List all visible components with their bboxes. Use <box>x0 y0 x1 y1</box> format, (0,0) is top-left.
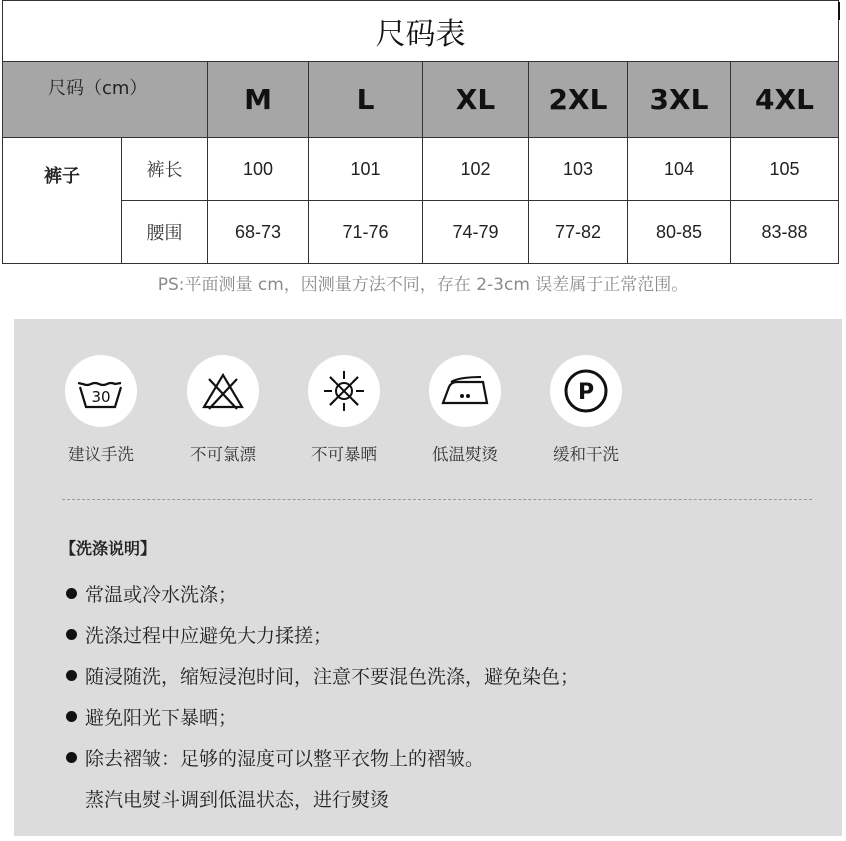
table-cell: 80-85 <box>628 201 731 264</box>
care-item-hand-wash <box>56 355 146 465</box>
care-item-no-sun <box>299 355 389 465</box>
care-item-no-bleach <box>178 355 268 465</box>
chart-title: 尺码表 <box>3 1 839 62</box>
measurement-note: PS:平面测量 cm，因测量方法不同，存在 2-3cm 误差属于正常范围。 <box>157 275 689 295</box>
size-header-row <box>3 62 839 138</box>
care-label: 低温熨烫 <box>432 445 498 464</box>
wash-instructions-title: 【洗涤说明】 <box>60 539 157 558</box>
care-label: 不可暴晒 <box>311 445 377 464</box>
size-chart-table <box>2 0 839 264</box>
corner-mark <box>838 2 840 20</box>
list-item: 常温或冷水洗涤； <box>66 580 237 607</box>
table-cell: 83-88 <box>731 201 839 264</box>
size-4xl: 4XL <box>731 62 839 138</box>
size-3xl: 3XL <box>628 62 731 138</box>
bullet-icon <box>66 670 77 681</box>
size-m: M <box>208 62 309 138</box>
size-2xl: 2XL <box>529 62 628 138</box>
list-item: 随浸随洗，缩短浸泡时间，注意不要混色洗涤，避免染色； <box>66 662 579 689</box>
table-cell: 71-76 <box>309 201 423 264</box>
list-item: 除去褶皱：足够的湿度可以整平衣物上的褶皱。 <box>66 744 484 771</box>
care-label: 不可氯漂 <box>190 445 256 464</box>
care-label: 建议手洗 <box>68 445 134 464</box>
care-item-low-iron <box>420 355 510 465</box>
bullet-icon <box>66 711 77 722</box>
hand-wash-30-icon <box>65 355 137 427</box>
table-cell: 68-73 <box>208 201 309 264</box>
list-item: 洗涤过程中应避免大力揉搓； <box>66 621 332 648</box>
product-name: 裤子 <box>3 138 122 264</box>
row-label-waist: 腰围 <box>122 201 208 264</box>
table-cell: 101 <box>309 138 423 201</box>
low-iron-icon <box>429 355 501 427</box>
table-cell: 102 <box>423 138 529 201</box>
table-cell: 103 <box>529 138 628 201</box>
table-cell: 104 <box>628 138 731 201</box>
section-divider <box>62 499 812 500</box>
bullet-icon <box>66 588 77 599</box>
svg-text:30: 30 <box>91 388 111 406</box>
svg-text:P: P <box>577 380 595 405</box>
table-row <box>3 201 839 264</box>
table-cell: 77-82 <box>529 201 628 264</box>
list-item-continuation: 蒸汽电熨斗调到低温状态，进行熨烫 <box>85 789 390 811</box>
no-bleach-icon <box>187 355 259 427</box>
row-label-length: 裤长 <box>122 138 208 201</box>
table-cell: 74-79 <box>423 201 529 264</box>
no-sun-icon <box>308 355 380 427</box>
table-cell: 100 <box>208 138 309 201</box>
bullet-icon <box>66 752 77 763</box>
size-header-label: 尺码（cm） <box>3 62 208 138</box>
size-xl: XL <box>423 62 529 138</box>
list-item: 避免阳光下暴晒； <box>66 703 237 730</box>
care-item-dry-clean <box>541 355 631 465</box>
gentle-dry-clean-icon <box>550 355 622 427</box>
care-panel <box>14 319 842 836</box>
table-cell: 105 <box>731 138 839 201</box>
size-l: L <box>309 62 423 138</box>
bullet-icon <box>66 629 77 640</box>
table-row <box>3 138 839 201</box>
care-label: 缓和干洗 <box>553 445 619 464</box>
